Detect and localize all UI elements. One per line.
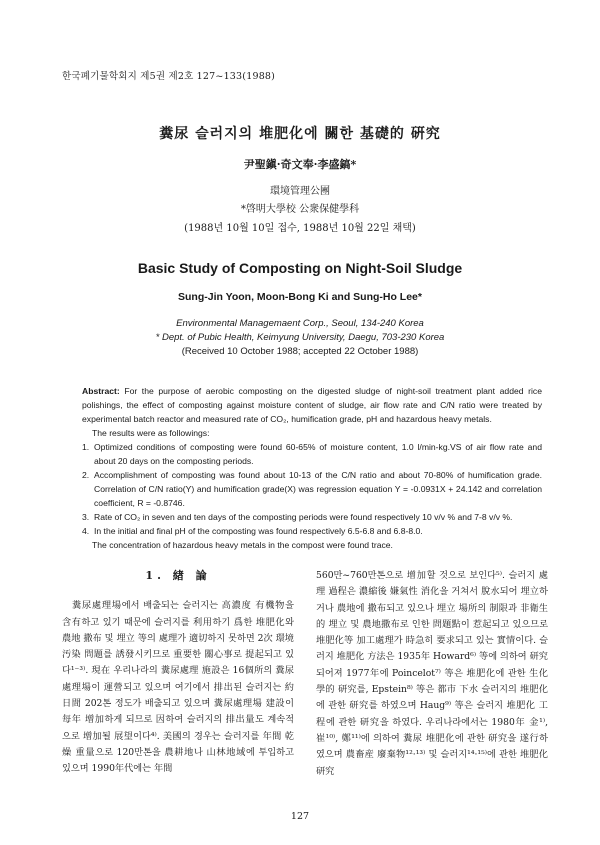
korean-authors: 尹聖鎭·奇文奉·李盛鎬* (243, 158, 357, 171)
result-item (82, 524, 542, 538)
result-item (82, 468, 542, 510)
results-intro: The results were as followings: (92, 428, 210, 438)
english-dates: (Received 10 October 1988; accepted 22 October 1988) (181, 346, 419, 357)
result-text: In the initial and final pH of the composting was found respectively 6.5-6.8 and 6.8-8.0. (94, 526, 423, 536)
korean-affiliation-2: *啓明大學校 公衆保健學科 (240, 204, 360, 215)
journal-header: 한국폐기물학회지 제5권 제2호 127~133(1988) (62, 71, 276, 82)
result-number: 1. (82, 442, 90, 452)
korean-affiliation-1: 環境管理公團 (270, 186, 330, 197)
section-heading: 1. 緖 論 (145, 569, 211, 582)
english-affiliation-2: * Dept. of Pubic Health, Keimyung University, Daegu, 703-230 Korea (155, 332, 445, 343)
english-authors: Sung-Jin Yoon, Moon-Bong Ki and Sung-Ho Lee* (177, 291, 422, 303)
abstract (82, 384, 542, 552)
result-text: Accomplishment of composting was found about 10-13 of the C/N ratio and about 70-80% of humification grade. Correlation of C/N ratio(Y) and humification grade(X) was regression equation Y = -0.0931X + 24.142 and correlation coefficient, R = -0.8746. (94, 470, 542, 508)
results-list (82, 440, 542, 538)
result-text: Optimized conditions of composting were found 60-65% of moisture content, 1.0 l/min-kg.VS of air flow rate and about 20 days on the composting periods. (94, 442, 542, 466)
right-column-text: 560만~760만톤으로 增加할 것으로 보인다⁵⁾. 슬러지 處理 過程은 濃縮後 嫌氣性 消化을 거쳐서 脫水되어 埋立하거나 農地에 撒布되고 있으나 埋立 場所의 制限과 非衛生的 埋立 및 農地撒布로 인한 問題點이 惹起되고 있으므로 堆肥化等 加工處理가 時急히 要求되고 있는 實情이다. 슬러지 堆肥化 方法은 1935年 Howard⁶⁾ 等에 의하여 研究되어져 1977年에 Poincelot⁷⁾ 等은 堆肥化에 관한 生化學的 研究를, Epstein⁸⁾ 等은 都市 下水 슬러지의 堆肥化에 관한 研究를 하였으며 Haug⁹⁾ 等은 슬러지 堆肥化 工程에 관한 研究을 하였다. 우리나라에서는 1980年 金¹⁾, 崔¹⁰⁾, 鄭¹¹⁾에 의하여 糞尿 堆肥化에 관한 研究을 遂行하였으며 農畜産 廢棄物¹²·¹³⁾ 및 슬러지¹⁴·¹⁵⁾에 관한 堆肥化 研究 (316, 570, 548, 777)
korean-title: 糞尿 슬러지의 堆肥化에 關한 基礎的 硏究 (159, 126, 441, 142)
right-column (316, 568, 548, 780)
result-number: 3. (82, 512, 90, 522)
abstract-body (82, 384, 542, 426)
abstract-text: For the purpose of aerobic composting on the digested sludge of night-soil treatment plant added rice polishings, the effect of composting against moisture content of sludge, air flow rate and C/N ratio were treated by experimental batch reactor and measured rate of CO₂, humification grade, pH and hazardous heavy metals. (82, 386, 542, 424)
result-text: Rate of CO₂ in seven and ten days of the composting periods were found respectively 10 v/v % and 7-8 v/v %. (94, 512, 513, 522)
result-item (82, 440, 542, 468)
korean-dates: (1988년 10월 10일 접수, 1988년 10월 22일 채택) (184, 223, 416, 234)
english-title: Basic Study of Composting on Night-Soil Sludge (137, 260, 463, 276)
page-number: 127 (290, 811, 310, 822)
abstract-closing: The concentration of hazardous heavy metals in the compost were found trace. (92, 540, 393, 550)
left-column-text: 糞尿處理場에서 배출되는 슬러지는 高濃度 有機物을 含有하고 있기 때문에 슬러지를 利用하기 爲한 堆肥化와 農地 撒布 및 埋立 等의 處理가 適切하지 못하면 2次 環境汚染 問題를 誘發시키므로 重要한 關心事로 提起되고 있다¹⁻³⁾. 現在 우리나라의 糞尿處理 施設은 16個所의 糞尿 處理場이 運營되고 있으며 여기에서 排出된 슬러지는 約 日間 202톤 정도가 배출되고 있으며 糞尿處理場 建設이 每年 增加하게 되므로 因하여 슬러지의 排出量도 계속적으로 增加될 展望이다⁴⁾. 美國의 경우는 슬러지를 年間 乾燥 重量으로 120만톤을 農耕地나 山林地域에 투입하고 있으며 1990年代에는 年間 (62, 600, 294, 775)
result-number: 2. (82, 470, 90, 480)
left-column (62, 568, 294, 778)
result-number: 4. (82, 526, 90, 536)
result-item (82, 510, 542, 524)
english-affiliation-1: Environmental Managemaent Corp., Seoul, 134-240 Korea (176, 318, 424, 329)
abstract-label: Abstract: (82, 386, 120, 396)
